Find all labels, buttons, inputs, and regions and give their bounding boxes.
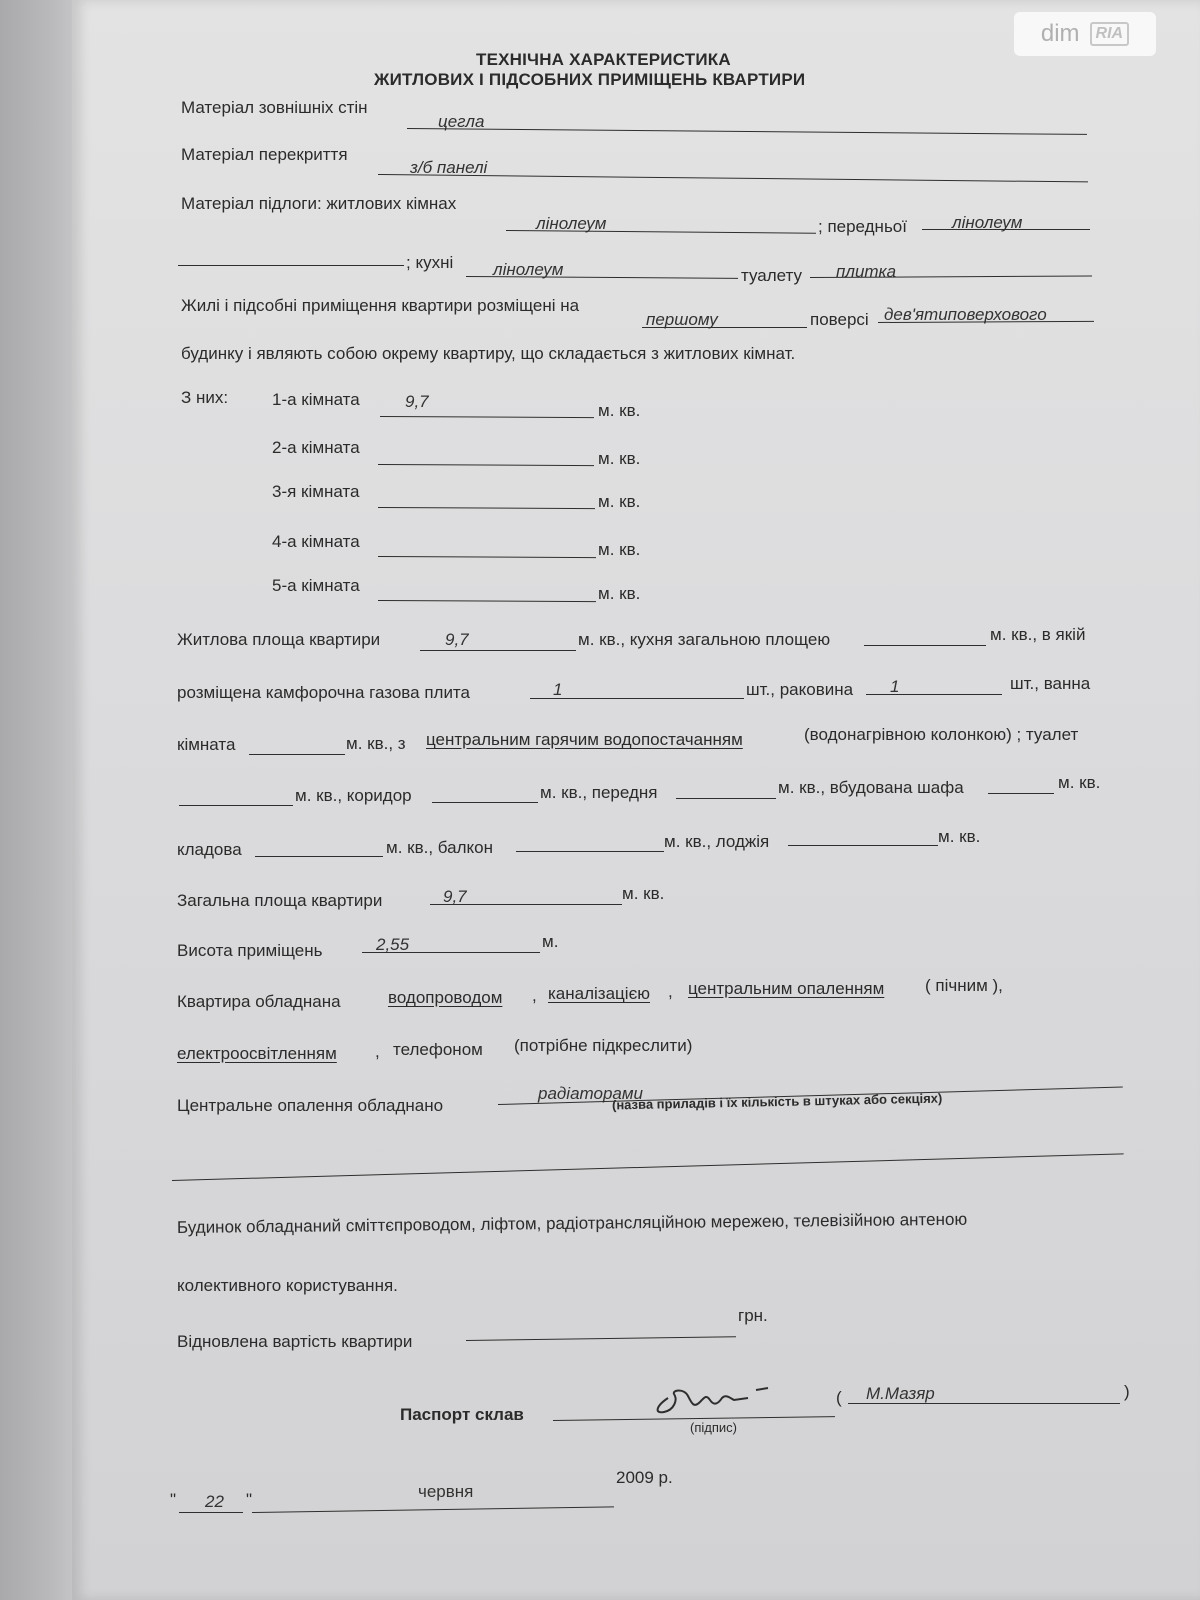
loggia-label: м. кв., лоджія — [664, 832, 770, 851]
living-area-line — [420, 650, 576, 651]
placement-floor-label: поверсі — [810, 310, 869, 329]
watermark-dim: dim — [1040, 20, 1080, 47]
rooms-of-them: З них: — [181, 388, 229, 407]
pantry-label: кладова — [177, 840, 242, 859]
front-hall-label: м. кв., передня — [540, 783, 658, 802]
total-area-unit: м. кв. — [622, 884, 665, 903]
room-3-unit: м. кв. — [598, 492, 641, 511]
hot-water-alt: (водонагрівною колонкою) ; туалет — [804, 725, 1079, 744]
placement-building-value: дев'ятиповерхового — [884, 305, 1047, 324]
room-5-label: 5-а кімната — [272, 576, 360, 595]
walls-label: Матеріал зовнішніх стін — [181, 98, 368, 117]
document-subtitle: ЖИТЛОВИХ І ПІДСОБНИХ ПРИМІЩЕНЬ КВАРТИРИ — [374, 70, 806, 89]
closet-unit: м. кв. — [1058, 773, 1101, 792]
front-hall-line — [676, 798, 776, 799]
ceiling-value: з/б панелі — [410, 158, 488, 177]
room-2-unit: м. кв. — [598, 449, 641, 468]
room-2-label: 2-а кімната — [272, 438, 360, 457]
floor-kitchen-label: ; кухні — [406, 253, 454, 272]
date-quote-close: " — [246, 1490, 253, 1509]
sink-line — [866, 694, 1002, 695]
room-1-label: 1-а кімната — [272, 390, 360, 409]
stove-line — [530, 698, 744, 699]
floor-continuation-line — [178, 265, 404, 266]
closet-line — [988, 793, 1054, 794]
equipment-comma-1: , — [532, 986, 537, 1005]
equipment-electric: електроосвітленням — [177, 1044, 337, 1063]
pantry-line — [255, 856, 383, 857]
floor-kitchen-value: лінолеум — [493, 260, 564, 279]
balcony-label: м. кв., балкон — [386, 838, 493, 857]
room-4-label: 4-а кімната — [272, 532, 360, 551]
closet-label: м. кв., вбудована шафа — [778, 778, 964, 797]
floor-label: Матеріал підлоги: житлових кімнах — [181, 194, 457, 213]
passport-name-line — [848, 1403, 1120, 1404]
equipment-comma-2: , — [668, 982, 673, 1001]
kitchen-area-label: м. кв., кухня загальною площею — [578, 630, 831, 649]
equipment-comma-3: , — [375, 1042, 380, 1061]
building-info-line-1: Будинок обладнаний сміттєпроводом, ліфтом, радіотрансляційною мережею, телевізійною антеною — [176, 1209, 968, 1237]
equipment-label: Квартира обладнана — [177, 992, 341, 1011]
kitchen-area-unit: м. кв., в якій — [990, 625, 1086, 644]
floor-hall-line — [922, 229, 1090, 230]
central-heating-value: радіаторами — [538, 1084, 643, 1103]
total-area-label: Загальна площа квартири — [177, 891, 383, 910]
room-4-unit: м. кв. — [598, 540, 641, 559]
placement-floor-value: першому — [646, 310, 718, 329]
floor-toilet-label: туалету — [741, 266, 803, 285]
passport-name: М.Мазяр — [866, 1384, 935, 1403]
passport-paren-open: ( — [836, 1388, 842, 1407]
sink-label: шт., раковина — [746, 680, 854, 699]
central-heating-label: Центральне опалення обладнано — [177, 1096, 444, 1115]
equipment-note: (потрібне підкреслити) — [514, 1036, 693, 1055]
floor-hall-value: лінолеум — [952, 213, 1023, 232]
equipment-heating: центральним опаленням — [688, 979, 885, 998]
date-day: 22 — [205, 1492, 224, 1511]
total-area-line — [430, 904, 622, 905]
date-year: 2009 р. — [616, 1468, 673, 1487]
walls-value: цегла — [438, 112, 485, 131]
watermark-ria: RIA — [1090, 22, 1130, 46]
room-5-unit: м. кв. — [598, 584, 641, 603]
central-heating-hint: (назва приладів і їх кількість в штуках або секціях) — [611, 1090, 943, 1113]
cost-unit: грн. — [738, 1306, 768, 1325]
passport-label: Паспорт склав — [400, 1405, 524, 1424]
bath-room-label: кімната — [177, 735, 236, 754]
living-area-value: 9,7 — [445, 630, 469, 649]
date-quote-open: " — [170, 1490, 177, 1509]
room-3-label: 3-я кімната — [272, 482, 360, 501]
height-line — [362, 952, 540, 953]
height-unit: м. — [542, 932, 559, 951]
total-area-value: 9,7 — [443, 887, 467, 906]
paper-fold-edge — [0, 0, 72, 1600]
room-1-value: 9,7 — [405, 392, 429, 411]
building-info-line-2: колективного користування. — [177, 1276, 398, 1295]
equipment-sewer: каналізацією — [548, 984, 650, 1003]
hot-water-central: центральним гарячим водопостачанням — [426, 730, 743, 749]
sink-count: 1 — [890, 677, 900, 696]
cost-label: Відновлена вартість квартири — [177, 1332, 413, 1351]
loggia-unit: м. кв. — [938, 827, 981, 846]
ceiling-label: Матеріал перекриття — [181, 145, 348, 164]
kitchen-area-line — [864, 645, 986, 646]
placement-apartment-text: будинку і являють собою окрему квартиру, що складається з житлових кімнат. — [181, 344, 796, 363]
stove-label: розміщена камфорочна газова плита — [177, 683, 470, 702]
height-label: Висота приміщень — [177, 941, 323, 960]
floor-rooms-value: лінолеум — [536, 214, 607, 233]
living-area-label: Житлова площа квартири — [177, 630, 381, 649]
equipment-water: водопроводом — [388, 988, 503, 1007]
bath-room-line — [249, 754, 345, 755]
placement-text: Жилі і підсобні приміщення квартири розміщені на — [181, 296, 580, 315]
document-title: ТЕХНІЧНА ХАРАКТЕРИСТИКА — [476, 50, 731, 69]
placement-floor-line — [642, 327, 807, 328]
date-month: червня — [418, 1482, 474, 1501]
corridor-label: м. кв., коридор — [295, 786, 412, 805]
toilet-area-line — [179, 805, 293, 806]
height-value: 2,55 — [376, 935, 410, 954]
date-day-line — [179, 1512, 243, 1513]
bath-label: шт., ванна — [1010, 674, 1091, 693]
floor-toilet-value: плитка — [836, 262, 897, 281]
equipment-phone: телефоном — [393, 1040, 483, 1059]
balcony-line — [516, 851, 664, 852]
stove-count: 1 — [553, 680, 563, 699]
room-1-unit: м. кв. — [598, 401, 641, 420]
equipment-stove: ( пічним ), — [925, 976, 1003, 995]
watermark — [1014, 12, 1156, 56]
signature-hint: (підпис) — [690, 1420, 737, 1435]
signature-image — [648, 1378, 778, 1418]
floor-hall-label: ; передньої — [818, 217, 907, 236]
hot-water-with-label: м. кв., з — [346, 734, 406, 753]
passport-paren-close: ) — [1124, 1382, 1130, 1401]
loggia-line — [788, 845, 938, 846]
corridor-line — [432, 802, 538, 803]
